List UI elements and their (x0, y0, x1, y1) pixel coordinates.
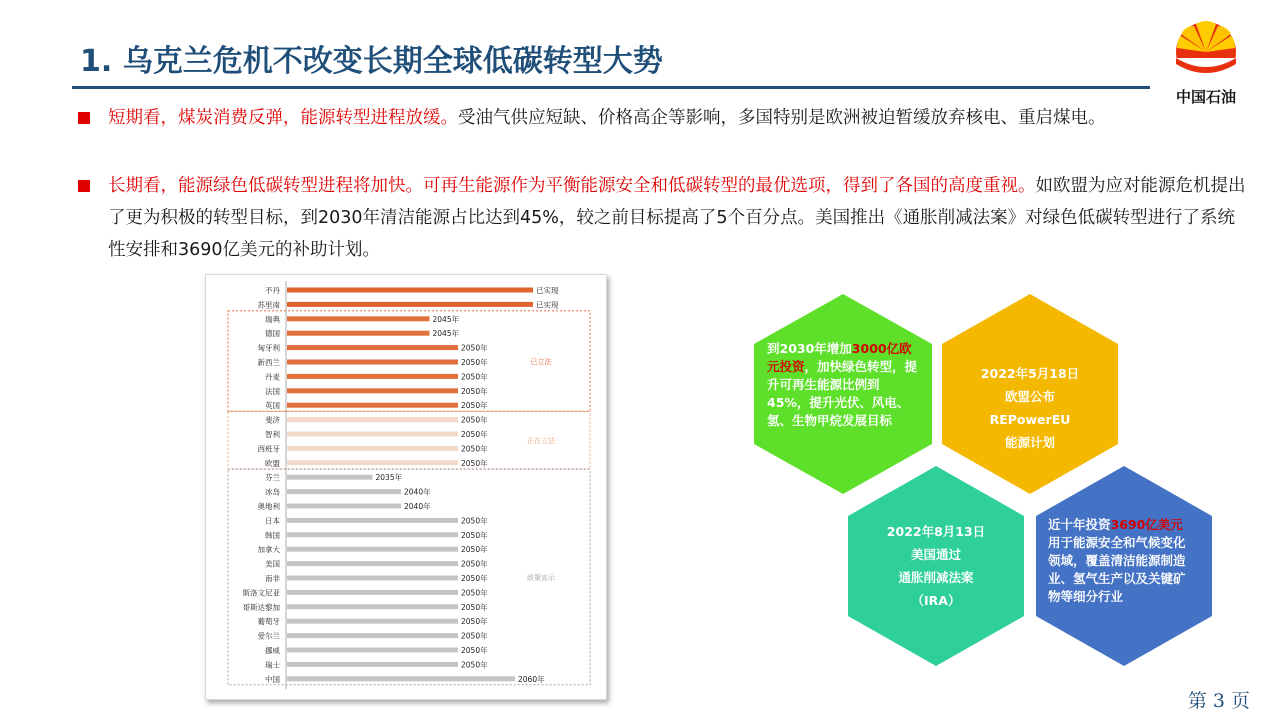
chart-bar (287, 288, 533, 293)
chart-category-label: 丹麦 (265, 372, 280, 382)
chart-category-label: 瑞士 (265, 660, 280, 670)
chart-value-label: 2050年 (461, 646, 488, 655)
chart-value-label: 2050年 (461, 516, 488, 526)
chart-bar (287, 619, 458, 624)
chart-svg (206, 275, 606, 699)
hex-teal-line3: 通胀削减法案 (898, 570, 974, 585)
chart-value-label: 2050年 (461, 617, 488, 627)
chart-value-label: 2050年 (461, 545, 488, 555)
chart-bar (287, 590, 458, 595)
chart-category-label: 西班牙 (257, 444, 280, 454)
chart-bar (287, 633, 458, 638)
company-logo (1166, 18, 1246, 108)
hex-teal-date: 2022年8月13日 (886, 524, 986, 539)
chart-bar (287, 662, 458, 667)
hex-yellow-line2: 欧盟公布 (1004, 389, 1055, 404)
chart-bar (287, 417, 458, 422)
chart-value-label: 2050年 (461, 430, 488, 439)
chart-category-label: 葡萄牙 (257, 617, 280, 627)
chart-bar (287, 374, 458, 379)
hex-teal-text (856, 520, 1016, 612)
chart-bar (287, 403, 458, 408)
hex-green-highlight: 3000亿欧元投资 (767, 341, 912, 374)
chart-category-label: 芬兰 (265, 473, 280, 483)
hex-blue-pre: 近十年投资 (1048, 517, 1111, 532)
chart-bar (287, 518, 458, 523)
chart-value-label: 2045年 (432, 329, 460, 339)
bullet-1-text: 受油气供应短缺、价格高企等影响，多国特别是欧洲被迫暂缓放弃核电、重启煤电。 (458, 108, 1106, 128)
chart-category-label: 中国 (265, 674, 280, 684)
chart-category-label: 哥斯达黎加 (242, 602, 280, 612)
chart-category-label: 挪威 (265, 646, 280, 655)
chart-category-label: 瑞典 (265, 314, 280, 324)
chart-value-label: 2050年 (461, 458, 488, 468)
chart-category-label: 南非 (265, 574, 280, 583)
chart-value-label: 2050年 (461, 343, 488, 353)
chart-value-label: 2040年 (404, 502, 431, 511)
bullet-paragraph-2 (78, 170, 1248, 266)
chart-category-label: 英国 (265, 401, 280, 411)
chart-value-label: 2050年 (461, 401, 488, 411)
chart-bar (287, 504, 401, 509)
hex-yellow-date: 2022年5月18日 (980, 366, 1080, 381)
hex-green-post: ，加快绿色转型，提升可再生能源比例到45%，提升光伏、风电、氢、生物甲烷发展目标 (767, 359, 918, 428)
chart-bar (287, 345, 458, 350)
hex-yellow-line3: REPowerEU (989, 412, 1071, 427)
chart-category-label: 斯洛文尼亚 (242, 588, 280, 598)
chart-value-label: 2040年 (404, 487, 431, 497)
chart-group-label: 正在立法 (527, 437, 555, 446)
chart-value-label: 2050年 (461, 358, 488, 367)
chart-category-label: 德国 (265, 329, 280, 339)
chart-bar (287, 316, 430, 321)
chart-value-label: 2035年 (375, 473, 403, 483)
chart-bar (287, 561, 458, 566)
hex-yellow-line4: 能源计划 (1004, 435, 1055, 450)
chart-bar (287, 489, 401, 494)
chart-category-label: 匈牙利 (257, 343, 280, 353)
chart-bar (287, 388, 458, 393)
chart-category-label: 新西兰 (257, 358, 280, 367)
chart-bar (287, 302, 533, 307)
chart-bar (287, 604, 458, 609)
carbon-neutral-chart (205, 274, 607, 700)
chart-category-label: 奥地利 (257, 502, 280, 511)
petal-logo-icon (1173, 18, 1239, 82)
chart-value-label: 已实现 (536, 286, 559, 295)
hex-blue-text (1048, 516, 1190, 606)
chart-bar (287, 576, 458, 581)
chart-category-label: 日本 (265, 516, 280, 526)
chart-category-label: 加拿大 (257, 545, 280, 555)
chart-bar (287, 547, 458, 552)
chart-value-label: 2050年 (461, 660, 488, 670)
chart-bar (287, 446, 458, 451)
hex-teal-line4: （IRA） (911, 593, 961, 608)
chart-value-label: 已实现 (536, 300, 559, 310)
bullet-1-highlight: 短期看，煤炭消费反弹，能源转型进程放缓。 (108, 108, 458, 128)
chart-value-label: 2060年 (518, 674, 545, 684)
chart-bar (287, 676, 515, 681)
hex-blue-highlight: 3690亿美元 (1110, 517, 1183, 532)
title-divider (72, 86, 1150, 89)
chart-value-label: 2050年 (461, 444, 488, 454)
chart-category-label: 冰岛 (265, 487, 280, 497)
chart-value-label: 2050年 (461, 602, 488, 612)
bullet-square-icon (78, 180, 90, 192)
chart-bar (287, 331, 430, 336)
hex-blue-post: 用于能源安全和气候变化领域，覆盖清洁能源制造业、氢气生产以及关键矿物等细分行业 (1048, 535, 1186, 604)
chart-category-label: 斐济 (265, 415, 280, 425)
chart-bar (287, 460, 458, 465)
chart-value-label: 2050年 (461, 559, 488, 569)
chart-group-label: 已立法 (530, 358, 552, 366)
chart-value-label: 2045年 (432, 314, 460, 324)
chart-category-label: 欧盟 (265, 458, 280, 468)
chart-value-label: 2050年 (461, 574, 488, 583)
chart-bar (287, 475, 373, 480)
page-title: 1. 乌克兰危机不改变长期全球低碳转型大势 (80, 44, 663, 79)
bullet-paragraph-1 (78, 102, 1248, 134)
logo-text: 中国石油 (1175, 88, 1236, 106)
hex-teal-line2: 美国通过 (910, 547, 961, 562)
page-number: 第 3 页 (1187, 690, 1250, 712)
bullet-square-icon (78, 112, 90, 124)
chart-bar (287, 532, 458, 537)
chart-value-label: 2050年 (461, 588, 488, 598)
chart-value-label: 2050年 (461, 631, 488, 641)
chart-category-label: 苏里南 (257, 300, 280, 310)
chart-value-label: 2050年 (461, 372, 488, 382)
chart-bar (287, 432, 458, 437)
chart-category-label: 韩国 (265, 530, 280, 540)
chart-category-label: 法国 (265, 386, 280, 396)
hex-yellow-text (950, 362, 1110, 454)
chart-value-label: 2050年 (461, 530, 488, 540)
chart-value-label: 2050年 (461, 386, 488, 396)
chart-bar (287, 648, 458, 653)
chart-bar (287, 360, 458, 365)
chart-category-label: 智利 (265, 430, 280, 439)
hex-green-pre: 到2030年增加 (767, 341, 852, 356)
bullet-2-highlight: 长期看，能源绿色低碳转型进程将加快。可再生能源作为平衡能源安全和低碳转型的最优选项，得到了各国的高度重视。 (108, 176, 1036, 196)
chart-category-label: 不丹 (265, 286, 280, 295)
hex-green-text (767, 340, 919, 430)
chart-group-label: 政策宣示 (527, 574, 555, 582)
chart-category-label: 美国 (265, 559, 280, 569)
bullet-2-text: 如欧盟为应对能源危机提出了更为积极的转型目标，到2030年清洁能源占比达到45%，较之前目标提高了5个百分点。美国推出《通胀削减法案》对绿色低碳转型进行了系统性安排和3690亿美元的补助计划。 (108, 176, 1246, 260)
chart-value-label: 2050年 (461, 415, 488, 425)
chart-category-label: 爱尔兰 (257, 631, 280, 641)
